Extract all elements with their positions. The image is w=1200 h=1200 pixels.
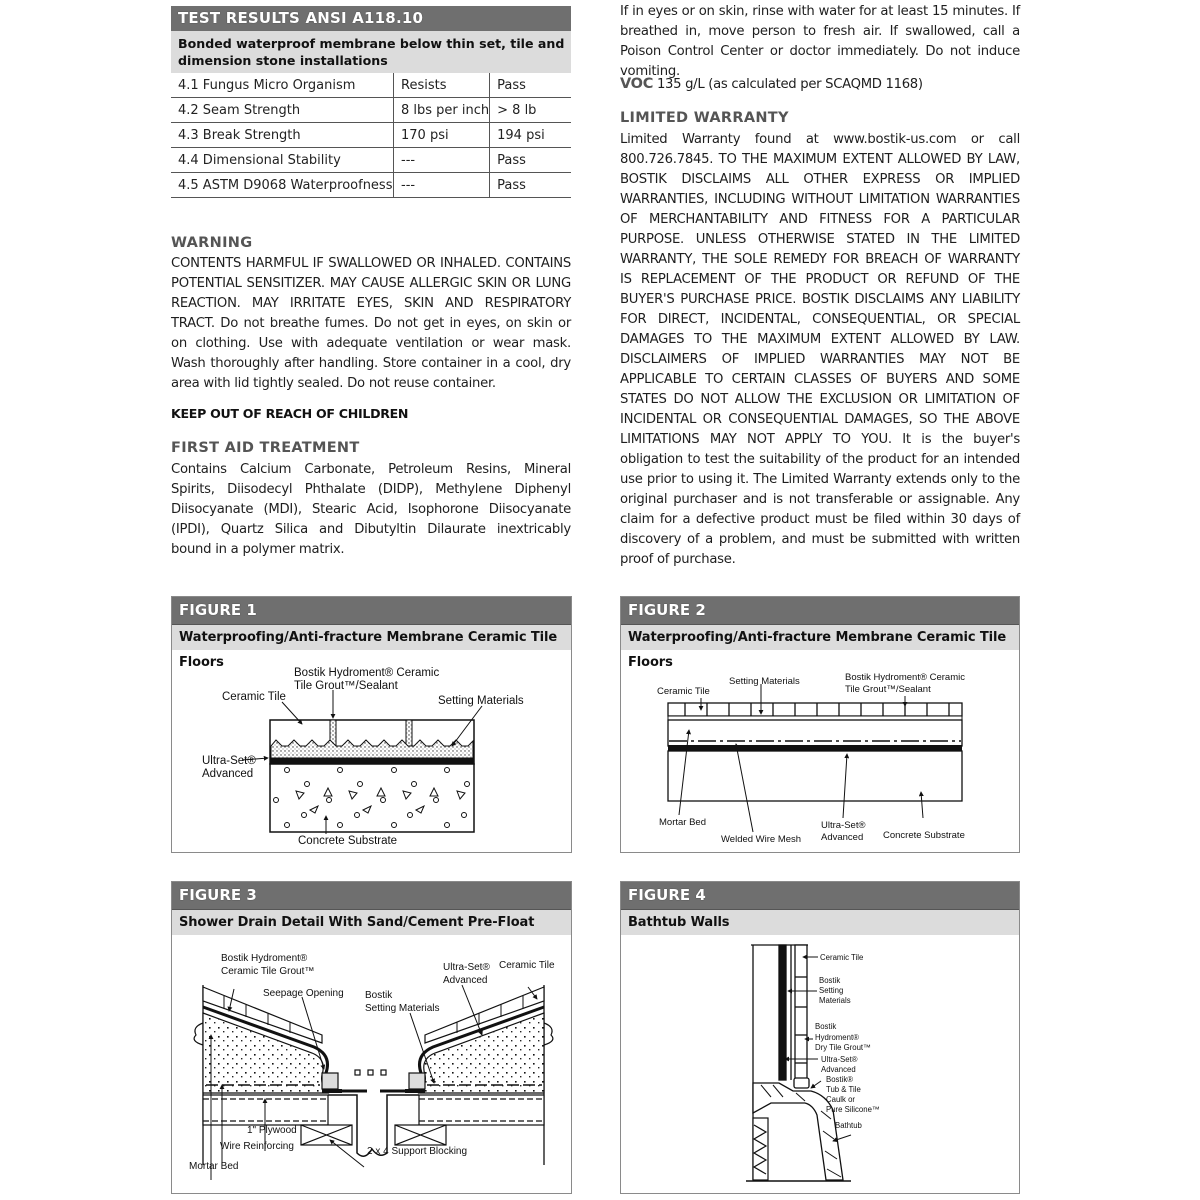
ceramic-tile-layer — [668, 703, 962, 716]
figure-3-diagram — [172, 935, 571, 1194]
callout-caulk: Caulk or — [826, 1095, 856, 1104]
test-requirement: Resists — [394, 73, 490, 98]
callout-tile: Ceramic Tile — [222, 691, 286, 703]
callout-membrane: Ultra-Set® — [821, 1055, 858, 1064]
table-row — [171, 73, 571, 98]
test-results-subtitle: Bonded waterproof membrane below thin set, tile and dimension stone installations — [171, 31, 571, 73]
keep-out-notice: KEEP OUT OF REACH OF CHILDREN — [171, 406, 409, 421]
callout-substrate: Concrete Substrate — [298, 835, 398, 847]
limited-warranty-text: Limited Warranty found at www.bostik-us.com or call 800.726.7845. TO THE MAXIMUM EXTENT ALLOWED BY LAW, BOSTIK DISCLAIMS ALL OTHER EXPRESS OR IMPLIED WARRANTIES, INCLUDING WITHOUT LIMITATION WARRANTIES OF MERCHANTABILITY AND FITNESS FOR A PARTICULAR PURPOSE. UNLESS OTHERWISE STATED IN THE LIMITED WARRANTY, THE SOLE REMEDY FOR BREACH OF WARRANTY IS REPLACEMENT OF THE PRODUCT OR REFUND OF THE BUYER'S PURCHASE PRICE. BOSTIK DISCLAIMS ANY LIABILITY FOR DIRECT, INCIDENTAL, CONSEQUENTIAL, OR SPECIAL DAMAGES TO THE MAXIMUM EXTENT ALLOWED BY LAW. DISCLAIMERS OF IMPLIED WARRANTIES MAY NOT BE APPLICABLE TO CERTAIN CLASSES OF BUYERS AND SOME STATES DO NOT ALLOW THE EXCLUSION OR LIMITATION OF INCIDENTAL OR CONSEQUENTIAL DAMAGES, SO THE ABOVE LIMITATIONS MAY NOT APPLY TO YOU. It is the buyer's obligation to test the suitability of the product for an intended use prior to using it. The Limited Warranty extends only to the original purchaser and is not transferable or assignable. Any claim for a defective product must be filed within 30 days of discovery of a problem, and must be submitted with written proof of purchase. — [620, 132, 1020, 567]
test-name: 4.5 ASTM D9068 Waterproofness — [171, 173, 394, 198]
first-aid-heading: FIRST AID TREATMENT — [171, 440, 360, 456]
membrane-layer — [779, 945, 786, 1080]
callout-setting: Bostik — [819, 976, 841, 985]
callout-mortar: Mortar Bed — [659, 817, 706, 828]
test-name: 4.1 Fungus Micro Organism — [171, 73, 394, 98]
callout-membrane: Ultra-Set® — [443, 962, 490, 973]
figure-title: Waterproofing/Anti-fracture Membrane Ceramic Tile Floors — [621, 625, 1019, 650]
test-result: 194 psi — [490, 123, 571, 148]
callout-membrane: Advanced — [821, 1065, 856, 1074]
test-requirement: 170 psi — [394, 123, 490, 148]
membrane-layer — [270, 758, 474, 764]
table-row — [171, 173, 571, 198]
figure-1-diagram — [172, 650, 571, 853]
callout-substrate: Concrete Substrate — [883, 830, 965, 841]
test-result: > 8 lb — [490, 98, 571, 123]
table-row — [171, 148, 571, 173]
test-name: 4.4 Dimensional Stability — [171, 148, 394, 173]
callout-blocking: 2 x 4 Support Blocking — [367, 1146, 468, 1157]
callout-grout: Ceramic Tile Grout™ — [221, 966, 315, 977]
callout-mortar: Mortar Bed — [189, 1161, 239, 1172]
callout-grout: Tile Grout™/Sealant — [845, 684, 931, 695]
callout-setting: Setting — [819, 986, 844, 995]
callout-caulk: Bostik® — [826, 1075, 853, 1084]
test-result: Pass — [490, 173, 571, 198]
test-name: 4.3 Break Strength — [171, 123, 394, 148]
figure-4 — [620, 881, 1020, 1194]
callout-seepage: Seepage Opening — [263, 988, 344, 999]
callout-grout: Hydroment® — [815, 1033, 859, 1042]
membrane-layer — [668, 745, 962, 751]
test-result: Pass — [490, 73, 571, 98]
figure-label: FIGURE 2 — [621, 597, 1019, 625]
callout-membrane: Advanced — [821, 832, 864, 843]
callout-tile: Ceramic Tile — [657, 686, 710, 697]
callout-membrane: Ultra-Set® — [821, 820, 866, 831]
test-results-title: TEST RESULTS ANSI A118.10 — [171, 6, 571, 31]
voc-label: VOC — [620, 76, 654, 92]
callout-setting: Setting Materials — [365, 1003, 440, 1014]
test-results-grid — [171, 73, 571, 198]
test-requirement: --- — [394, 173, 490, 198]
voc-line — [620, 76, 923, 92]
table-row — [171, 98, 571, 123]
callout-setting: Bostik — [365, 990, 393, 1001]
figure-label: FIGURE 4 — [621, 882, 1019, 910]
callout-tile: Ceramic Tile — [499, 960, 555, 971]
callout-grout: Bostik — [815, 1022, 837, 1031]
voc-value: 135 g/L (as calculated per SCAQMD 1168) — [656, 77, 923, 92]
test-name: 4.2 Seam Strength — [171, 98, 394, 123]
callout-plywood: 1" Plywood — [247, 1125, 297, 1136]
warning-heading: WARNING — [171, 235, 253, 251]
callout-membrane: Advanced — [443, 975, 488, 986]
callout-setting: Materials — [819, 996, 851, 1005]
figure-4-diagram — [621, 935, 1019, 1194]
callout-grout: Bostik Hydroment® Ceramic — [294, 667, 440, 679]
callout-mesh: Welded Wire Mesh — [721, 834, 802, 845]
concrete-substrate — [270, 764, 474, 832]
figure-2 — [620, 596, 1020, 853]
mortar-bed-right — [419, 1013, 544, 1093]
callout-grout: Dry Tile Grout™ — [815, 1043, 871, 1052]
concrete-substrate — [668, 751, 962, 801]
figure-3 — [171, 881, 572, 1194]
table-row — [171, 123, 571, 148]
mortar-bed-left — [203, 1013, 328, 1093]
test-results-table — [171, 6, 571, 198]
warning-text: CONTENTS HARMFUL IF SWALLOWED OR INHALED. CONTAINS POTENTIAL SENSITIZER. MAY CAUSE ALLERGIC SKIN OR LUNG REACTION. MAY IRRITATE EYES, SKIN AND RESPIRATORY TRACT. Do not breathe fumes. Do not get in eyes, on skin or on clothing. Use with adequate ventilation or wear mask. Wash thoroughly after handling. Store container in a cool, dry area with lid tightly sealed. Do not reuse container. — [171, 256, 571, 391]
first-aid-continued: If in eyes or on skin, rinse with water for at least 15 minutes. If breathed in, move person to fresh air. If swallowed, call a Poison Control Center or doctor immediately. Do not induce vomiting. — [620, 4, 1020, 79]
figure-label: FIGURE 1 — [172, 597, 571, 625]
callout-caulk: Pure Silicone™ — [826, 1105, 880, 1114]
figure-title: Bathtub Walls — [621, 910, 1019, 935]
ceramic-tile-layer — [795, 945, 807, 1080]
limited-warranty-heading: LIMITED WARRANTY — [620, 110, 789, 126]
callout-tile: Ceramic Tile — [820, 953, 864, 962]
callout-caulk: Tub & Tile — [826, 1085, 861, 1094]
callout-setting: Setting Materials — [729, 676, 800, 687]
figure-label: FIGURE 3 — [172, 882, 571, 910]
callout-membrane: Advanced — [202, 768, 254, 780]
first-aid-text: Contains Calcium Carbonate, Petroleum Resins, Mineral Spirits, Diisodecyl Phthalate (DIDP), Methylene Diphenyl Diisocyanate (MDI), Stearic Acid, Isophorone Diisocyanate (IPDI), Quartz Silica and Dibutyltin Dilaurate inextricably bound in a polymer matrix. — [171, 462, 571, 557]
callout-bathtub: Bathtub — [835, 1121, 862, 1130]
figure-title: Waterproofing/Anti-fracture Membrane Ceramic Tile Floors — [172, 625, 571, 650]
figure-2-diagram — [621, 650, 1019, 853]
test-requirement: 8 lbs per inch — [394, 98, 490, 123]
figure-title: Shower Drain Detail With Sand/Cement Pre-Float — [172, 910, 571, 935]
mortar-bed — [668, 720, 962, 746]
callout-setting: Setting Materials — [438, 695, 524, 707]
callout-grout: Tile Grout™/Sealant — [294, 680, 398, 692]
test-result: Pass — [490, 148, 571, 173]
figure-1 — [171, 596, 572, 853]
callout-grout: Bostik Hydroment® — [221, 953, 308, 964]
test-requirement: --- — [394, 148, 490, 173]
callout-wire: Wire Reinforcing — [220, 1141, 294, 1152]
callout-grout: Bostik Hydroment® Ceramic — [845, 672, 965, 683]
callout-membrane: Ultra-Set® — [202, 755, 256, 767]
